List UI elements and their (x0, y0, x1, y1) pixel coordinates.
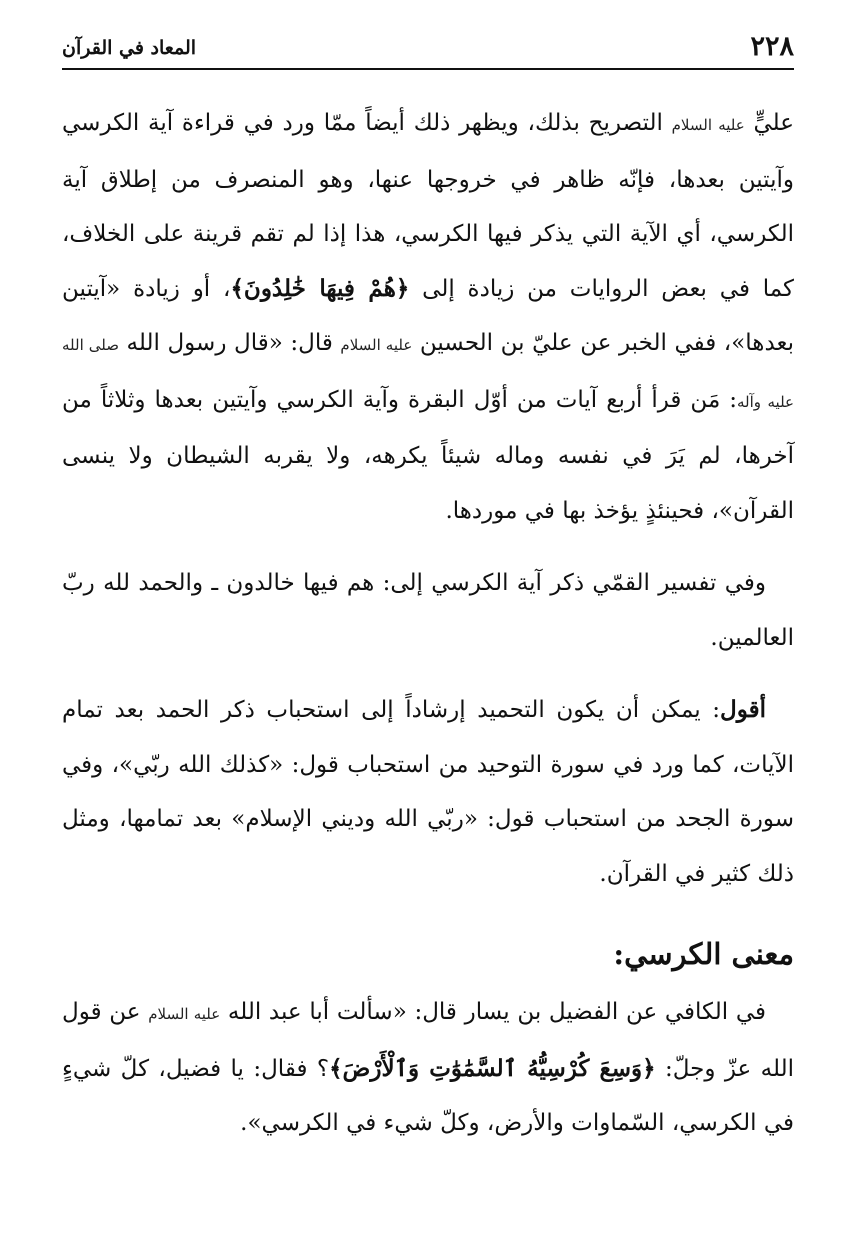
quran-quote: ﴿وَسِعَ كُرْسِيُّهُ ٱلسَّمَٰوَٰتِ وَٱلْأَرْضَ﴾ (329, 1054, 656, 1082)
paragraph-lead: أقول (720, 696, 766, 723)
text-run: قال: «قال رسول الله (118, 330, 341, 356)
text-run: عن قول الله عزّ وجلّ: (62, 999, 795, 1082)
text-run: ، أو زيادة «آيتين بعدها»، ففي الخبر عن عليّ بن الحسين (62, 275, 795, 356)
paragraph-1 (62, 96, 794, 538)
text-run: : يمكن أن يكون التحميد إرشاداً إلى استحباب ذكر الحمد بعد تمام الآيات، كما ورد في سورة التوحيد من استحباب قول: «كذلك الله ربّي»، وفي سورة الجحد من استحباب قول: «ربّي الله وديني الإسلام» بعد تمامها، ومثل ذلك كثير في القرآن. (62, 697, 794, 887)
text-run: التصريح بذلك، ويظهر ذلك أيضاً ممّا ورد في قراءة آية الكرسي وآيتين بعدها، فإنّه ظاهر في خروجها عنها، وهو المنصرف من إطلاق آية الكرسي، أي الآية التي يذكر فيها الكرسي، هذا إذا لم تقم قرينة على الخلاف، كما في بعض الروايات من زيادة إلى (62, 110, 795, 302)
section-heading: معنى الكرسي: (613, 937, 794, 971)
honorific-salla-allah: صلى الله عليه وآله (62, 336, 794, 411)
running-title: المعاد في القرآن (62, 37, 197, 59)
honorific-alayhi-salam: عليه السلام (148, 1005, 221, 1023)
honorific-alayhi-salam: عليه السلام (340, 336, 413, 354)
page-number: ٢٢٨ (750, 31, 794, 62)
paragraph-4 (62, 985, 794, 1151)
text-run: : مَن قرأ أربع آيات من أوّل البقرة وآية الكرسي وآيتين بعدها وثلاثاً من آخرها، لم يَرَ في نفسه وماله شيئاً يكرهه، ولا يقربه الشيطان ولا ينسى القرآن»، فحينئذٍ يؤخذ بها في موردها. (62, 386, 794, 524)
text-run: عليٍّ (744, 110, 794, 136)
text-run: ؟ فقال: يا فضيل، كلّ شيءٍ في الكرسي، السّماوات والأرض، وكلّ شيء في الكرسي». (62, 1055, 794, 1136)
honorific-alayhi-salam: عليه السلام (671, 116, 745, 134)
page-body (62, 96, 794, 1151)
quran-quote: ﴿هُمْ فِيهَا خَٰلِدُونَ﴾ (230, 274, 410, 302)
paragraph-3 (62, 683, 794, 901)
text-run: في الكافي عن الفضيل بن يسار قال: «سألت أبا عبد الله (220, 999, 766, 1025)
paragraph-2: وفي تفسير القمّي ذكر آية الكرسي إلى: هم فيها خالدون ـ والحمد لله ربّ العالمين. (62, 570, 794, 651)
page-header (62, 30, 794, 70)
